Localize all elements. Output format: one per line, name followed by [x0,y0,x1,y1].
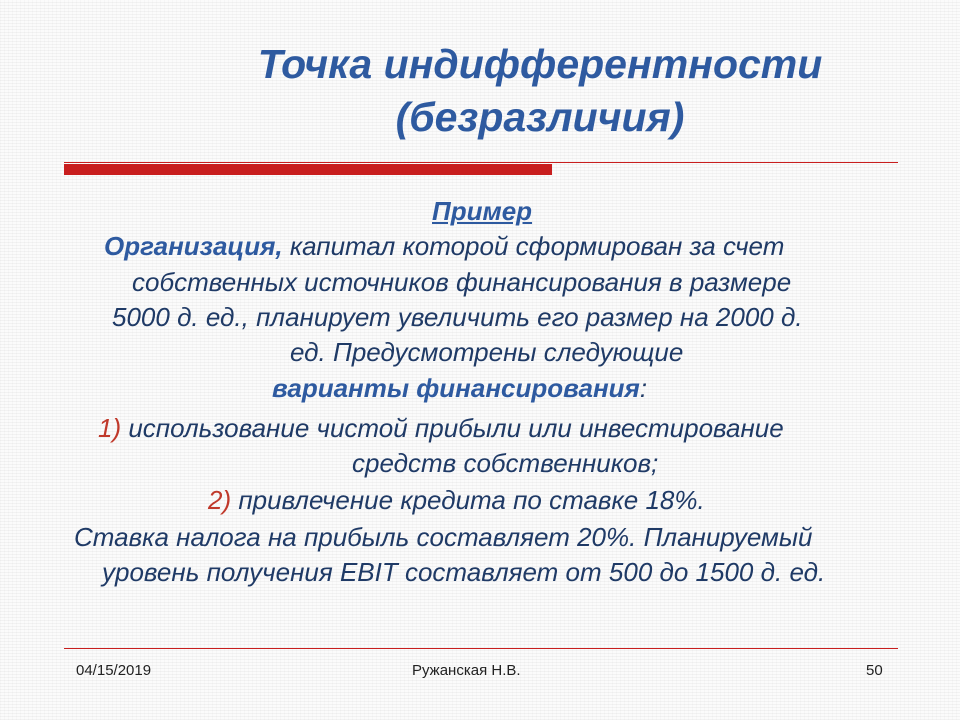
option-2-line [208,485,705,515]
paragraph-2-line-1: Ставка налога на прибыль составляет 20%. Планируемый [74,522,813,552]
organization-lead: Организация, [104,231,283,261]
paragraph-2-line-2: уровень получения EBIT составляет от 500 до 1500 д. ед. [102,557,826,587]
footer-date: 04/15/2019 [76,662,152,679]
variants-line [272,373,647,403]
paragraph-1-line-2: собственных источников финансирования в размере [132,267,792,297]
title-divider-thin [64,162,898,163]
title-line-1: Точка индифферентности [257,41,823,87]
slide-title [200,38,880,144]
option-1-number: 1) [98,413,122,443]
variants-label: варианты финансирования [272,373,640,403]
title-divider-thick [64,164,552,175]
paragraph-1-line-1-rest: капитал которой сформирован за счет [282,231,785,261]
option-1-text: использование чистой прибыли или инвестирование [121,413,784,443]
paragraph-1-line-1 [104,231,784,261]
option-2-number: 2) [208,485,232,515]
variants-colon: : [639,373,648,403]
option-1-line-1 [98,413,784,443]
paragraph-1-line-4: ед. Предусмотрены следующие [290,337,684,367]
footer-author: Ружанская Н.В. [412,662,521,679]
title-line-2: (безразличия) [395,94,685,140]
example-heading: Пример [432,196,533,226]
option-1-line-2: средств собственников; [352,448,659,478]
paragraph-1-line-3: 5000 д. ед., планирует увеличить его размер на 2000 д. [112,302,803,332]
option-2-text: привлечение кредита по ставке 18%. [231,485,705,515]
footer-divider [64,648,898,649]
slide-number: 50 [866,662,883,679]
